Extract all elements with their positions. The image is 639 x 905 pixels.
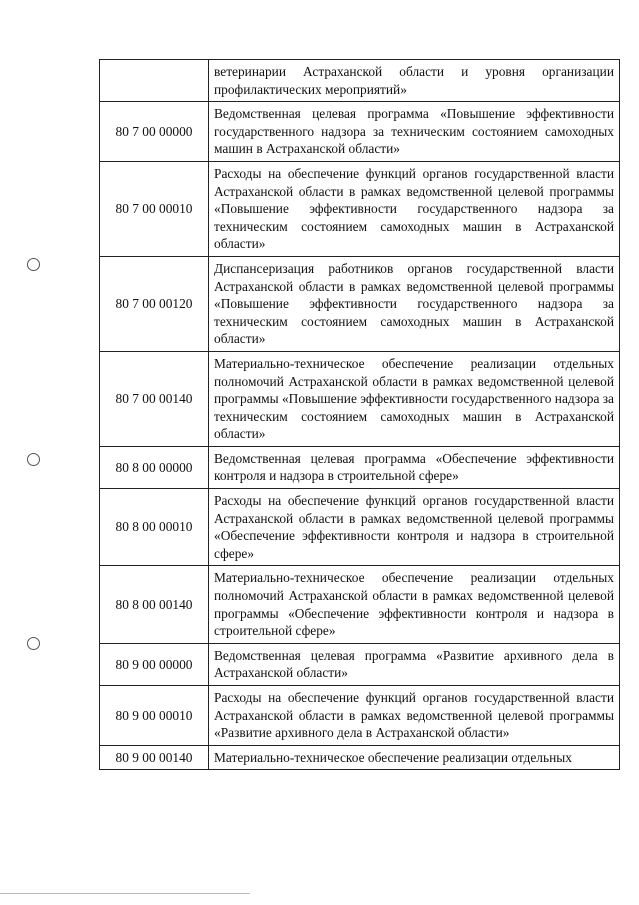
table-row [100,643,620,685]
row-code: 80 9 00 00010 [100,686,209,746]
row-description: Ведомственная целевая программа «Обеспечение эффективности контроля и надзора в строительной сфере» [209,446,620,488]
table-row [100,446,620,488]
budget-classification-table [99,59,620,770]
row-description: Расходы на обеспечение функций органов государственной власти Астраханской области в рамках ведомственной целевой программы «Повышение эффективности государственного надзора за техническим состоянием самоходных машин в Астраханской области» [209,161,620,256]
row-code: 80 8 00 00010 [100,489,209,566]
table-row [100,351,620,446]
table-row [100,256,620,351]
row-description: Материально-техническое обеспечение реализации отдельных [209,745,620,770]
row-description: Ведомственная целевая программа «Повышение эффективности государственного надзора за техническим состоянием самоходных машин в Астраханской области» [209,102,620,162]
table-row [100,566,620,643]
row-description: Материально-техническое обеспечение реализации отдельных полномочий Астраханской области в рамках ведомственной целевой программы «Повышение эффективности государственного надзора за техническим состоянием самоходных машин в Астраханской области» [209,351,620,446]
table-row [100,102,620,162]
punch-hole-marker [27,258,40,271]
row-code: 80 7 00 00000 [100,102,209,162]
punch-hole-marker [27,637,40,650]
table-row [100,161,620,256]
row-description: Ведомственная целевая программа «Развитие архивного дела в Астраханской области» [209,643,620,685]
row-description: Расходы на обеспечение функций органов государственной власти Астраханской области в рамках ведомственной целевой программы «Обеспечение эффективности контроля и надзора в строительной сфере» [209,489,620,566]
table-row [100,489,620,566]
row-description: Расходы на обеспечение функций органов государственной власти Астраханской области в рамках ведомственной целевой программы «Развитие архивного дела в Астраханской области» [209,686,620,746]
table-row [100,686,620,746]
row-code: 80 9 00 00140 [100,745,209,770]
row-code: 80 8 00 00140 [100,566,209,643]
row-code: 80 7 00 00140 [100,351,209,446]
row-description: Диспансеризация работников органов государственной власти Астраханской области в рамках ведомственной целевой программы «Повышение эффективности государственного надзора за техническим состоянием самоходных машин в Астраханской области» [209,256,620,351]
page-footer-rule [0,893,250,894]
row-description: Материально-техническое обеспечение реализации отдельных полномочий Астраханской области в рамках ведомственной целевой программы «Обеспечение эффективности контроля и надзора в строительной сфере» [209,566,620,643]
table-row [100,60,620,102]
row-code [100,60,209,102]
row-code: 80 8 00 00000 [100,446,209,488]
punch-hole-marker [27,453,40,466]
row-code: 80 9 00 00000 [100,643,209,685]
table-row [100,745,620,770]
row-description: ветеринарии Астраханской области и уровня организации профилактических мероприятий» [209,60,620,102]
row-code: 80 7 00 00120 [100,256,209,351]
row-code: 80 7 00 00010 [100,161,209,256]
